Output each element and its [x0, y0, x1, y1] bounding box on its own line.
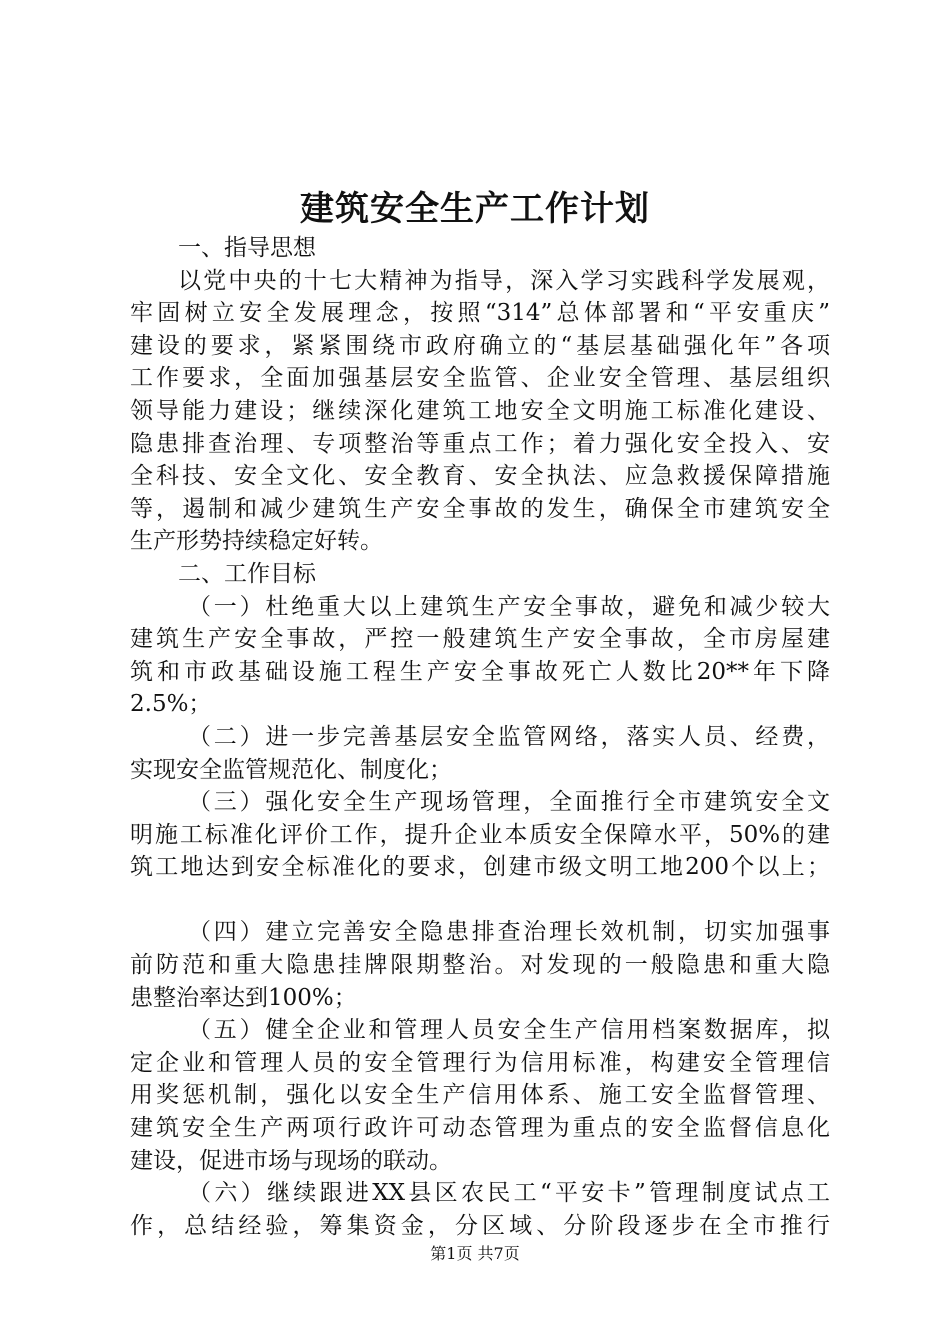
section-heading-work-goals: 二、工作目标 — [178, 560, 316, 587]
text-line: 患整治率达到100%； — [130, 984, 357, 1011]
text-line: 2.5%； — [130, 691, 212, 718]
section-heading-guiding-ideology: 一、指导思想 — [178, 235, 316, 261]
text-line: 等，遏制和减少建筑生产安全事故的发生，确保全市建筑安全 — [130, 495, 830, 522]
text-line: 前防范和重大隐患挂牌限期整治。对发现的一般隐患和重大隐 — [130, 952, 830, 979]
text-line: 工作要求，全面加强基层安全监管、企业安全管理、基层组织 — [130, 365, 830, 392]
text-line: 建设，促进市场与现场的联动。 — [130, 1147, 452, 1174]
text-line: 建筑生产安全事故，严控一般建筑生产安全事故，全市房屋建 — [130, 626, 830, 653]
paragraph-gap — [130, 884, 830, 917]
text-line: 建筑安全生产两项行政许可动态管理为重点的安全监督信息化 — [130, 1115, 830, 1142]
text-line: 定企业和管理人员的安全管理行为信用标准，构建安全管理信 — [130, 1049, 830, 1076]
text-line: （一）杜绝重大以上建筑生产安全事故，避免和减少较大 — [188, 593, 830, 620]
text-line: 生产形势持续稳定好转。 — [130, 528, 383, 555]
text-line: 作，总结经验，筹集资金，分区域、分阶段逐步在全市推行 — [130, 1212, 830, 1239]
text-line: （四）建立完善安全隐患排查治理长效机制，切实加强事 — [188, 919, 830, 946]
text-line: （二）进一步完善基层安全监管网络，落实人员、经费， — [188, 723, 830, 750]
text-line: 隐患排查治理、专项整治等重点工作；着力强化安全投入、安 — [130, 430, 830, 457]
text-line: 筑工地达到安全标准化的要求，创建市级文明工地200个以上； — [130, 854, 830, 881]
text-line: 明施工标准化评价工作，提升企业本质安全保障水平，50%的建 — [130, 821, 830, 848]
document-title: 建筑安全生产工作计划 — [300, 189, 650, 229]
text-line: 用奖惩机制，强化以安全生产信用体系、施工安全监督管理、 — [130, 1082, 830, 1109]
text-line: （五）健全企业和管理人员安全生产信用档案数据库，拟 — [188, 1017, 830, 1044]
text-line: 以党中央的十七大精神为指导，深入学习实践科学发展观， — [178, 267, 830, 294]
text-line: 牢固树立安全发展理念，按照“314”总体部署和“平安重庆” — [130, 300, 830, 327]
text-line: （三）强化安全生产现场管理，全面推行全市建筑安全文 — [188, 789, 830, 816]
text-line: 领导能力建设；继续深化建筑工地安全文明施工标准化建设、 — [130, 397, 830, 424]
text-line: 建设的要求，紧紧围绕市政府确立的“基层基础强化年”各项 — [130, 332, 830, 359]
text-line: 筑和市政基础设施工程生产安全事故死亡人数比20**年下降 — [130, 658, 830, 685]
text-line: 全科技、安全文化、安全教育、安全执法、应急救援保障措施 — [130, 463, 830, 490]
text-line: 实现安全监管规范化、制度化； — [130, 756, 452, 783]
document-body — [130, 232, 830, 1242]
page-footer: 第1页 共7页 — [430, 1244, 520, 1263]
text-line: （六）继续跟进XX县区农民工“平安卡”管理制度试点工 — [188, 1180, 830, 1207]
